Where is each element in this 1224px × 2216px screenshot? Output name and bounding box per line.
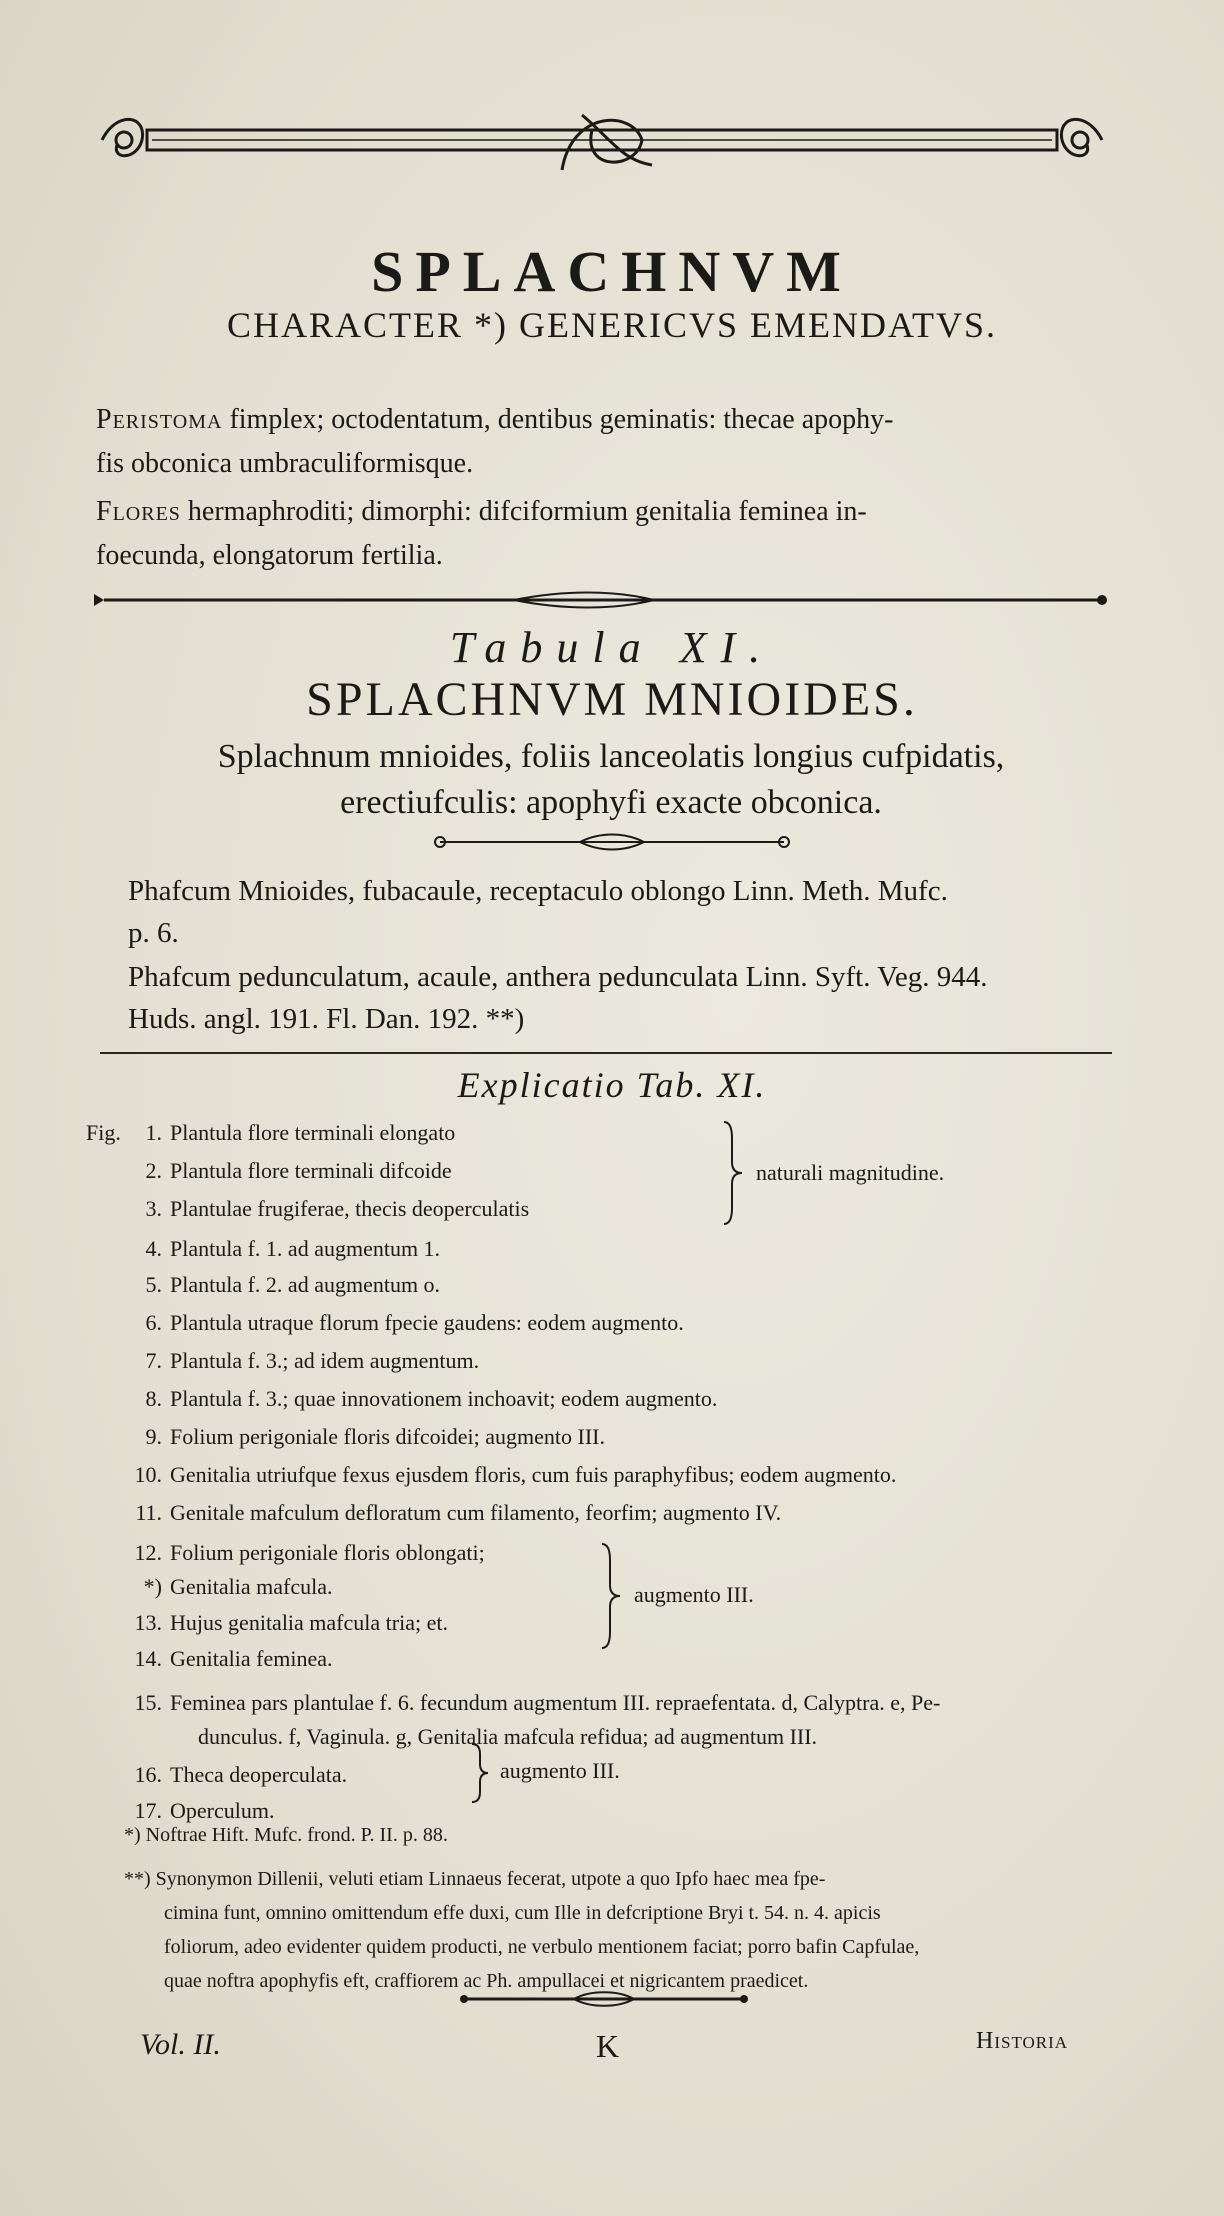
- synonym-line: Phafcum Mnioides, fubacaule, receptaculo oblongo Linn. Meth. Mufc.: [128, 875, 948, 907]
- figure-text: Plantula f. 1. ad augmentum 1.: [170, 1236, 441, 1261]
- figure-number: 11.: [135, 1500, 162, 1525]
- peristoma-lead: Peristoma: [96, 404, 223, 435]
- tabula-title: Tabula XI.: [449, 623, 775, 672]
- figure-number: 17.: [134, 1798, 162, 1823]
- footnote-line: **) Synonymon Dillenii, veluti etiam Linnaeus fecerat, utpote a quo Ipfo haec mea fpe-: [124, 1868, 826, 1890]
- footnote-line: quae noftra apophyfis eft, craffiorem ac Ph. ampullacei et nigricantem praedicet.: [164, 1970, 809, 1992]
- figure-number: 7.: [145, 1348, 162, 1373]
- figure-number: 14.: [134, 1646, 162, 1671]
- figure-number: 2.: [145, 1158, 162, 1183]
- footnote-2: [124, 1862, 919, 1998]
- species-description: [96, 734, 1126, 826]
- figure-number: 15.: [134, 1690, 162, 1715]
- figure-number: 13.: [134, 1610, 162, 1635]
- synonym-mnioides: [128, 870, 1118, 954]
- figure-number: 6.: [145, 1310, 162, 1335]
- figure-text: Plantula f. 3.; ad idem augmentum.: [170, 1348, 480, 1373]
- figure-text: Genitale mafculum defloratum cum filamento, feorfim; augmento IV.: [170, 1500, 782, 1525]
- figure-number: 16.: [134, 1762, 162, 1787]
- figure-text: Genitalia mafcula.: [170, 1574, 333, 1599]
- peristoma-cont: fis obconica umbraculiformisque.: [96, 448, 474, 479]
- figure-text: Theca deoperculata.: [170, 1762, 348, 1787]
- flores-cont: foecunda, elongatorum fertilia.: [96, 540, 443, 571]
- figure-number: 12.: [134, 1540, 162, 1565]
- genus-title: SPLACHNVM: [371, 239, 853, 304]
- figure-text: Plantula f. 3.; quae innovationem inchoavit; eodem augmento.: [170, 1386, 718, 1411]
- figure-number: 10.: [134, 1462, 162, 1487]
- character-flores: [96, 490, 1106, 578]
- divider-line: [100, 1052, 1112, 1054]
- figure-number: *): [143, 1574, 162, 1599]
- figure-number: 3.: [145, 1196, 162, 1221]
- figure-text: Hujus genitalia mafcula tria; et.: [170, 1610, 448, 1635]
- footnote-line: cimina funt, omnino omittendum effe duxi, cum Ille in defcriptione Bryi t. 54. n. 4. apicis: [164, 1902, 881, 1924]
- explicatio-title: Explicatio Tab. XI.: [457, 1065, 767, 1105]
- species-title: SPLACHNVM MNIOIDES.: [306, 673, 918, 726]
- synonym-line: Phafcum pedunculatum, acaule, anthera pedunculata Linn. Syft. Veg. 944.: [128, 961, 988, 993]
- brace-label-augmento: augmento III.: [634, 1582, 754, 1607]
- figure-text: Folium perigoniale floris difcoidei; augmento III.: [170, 1424, 606, 1449]
- separator-rule: [94, 586, 1112, 614]
- bottom-ornament: [456, 1988, 752, 2010]
- catchword-text: Historia: [976, 2028, 1069, 2054]
- figure-text: Genitalia utriufque fexus ejusdem floris, cum fuis paraphyfibus; eodem augmento.: [170, 1462, 897, 1487]
- small-ornament: [430, 830, 794, 854]
- synonym-line: p. 6.: [128, 917, 179, 949]
- figure-text: dunculus. f, Vaginula. g, Genitalia mafcula refidua; ad augmentum III.: [198, 1724, 818, 1749]
- figure-text: Operculum.: [170, 1798, 275, 1823]
- figure-text: Plantulae frugiferae, thecis deoperculatis: [170, 1196, 530, 1221]
- flores-lead: Flores: [96, 496, 181, 527]
- figure-text: Plantula f. 2. ad augmentum o.: [170, 1272, 441, 1297]
- figure-number: 1.: [145, 1120, 162, 1145]
- figure-text: Genitalia feminea.: [170, 1646, 333, 1671]
- header-ornament: [92, 100, 1112, 180]
- fig-label: Fig.: [86, 1120, 121, 1145]
- figure-text: Folium perigoniale floris oblongati;: [170, 1540, 485, 1565]
- character-peristoma: [96, 398, 1106, 486]
- signature-mark: K: [596, 2028, 620, 2064]
- figure-number: 5.: [145, 1272, 162, 1297]
- volume-label: Vol. II.: [140, 2028, 221, 2061]
- species-desc-line2: erectiufculis: apophyfi exacte obconica.: [340, 784, 882, 821]
- figure-text: Plantula flore terminali elongato: [170, 1120, 456, 1145]
- brace-label-natural: naturali magnitudine.: [756, 1160, 945, 1185]
- footnote-line: foliorum, adeo evidenter quidem producti, ne verbulo mentionem faciat; porro bafin Capfulae,: [164, 1936, 920, 1958]
- character-heading: CHARACTER *) GENERICVS EMENDATVS.: [226, 305, 998, 345]
- footnote-1: *) Noftrae Hift. Mufc. frond. P. II. p. 88.: [124, 1824, 448, 1846]
- peristoma-text: fimplex; octodentatum, dentibus geminatis: thecae apophy-: [222, 404, 894, 435]
- brace-1: [718, 1118, 748, 1228]
- brace-label-augmento-2: augmento III.: [500, 1758, 620, 1783]
- synonym-pedunculatum: [128, 956, 1118, 1040]
- figure-number: 4.: [145, 1236, 162, 1261]
- synonym-line: Huds. angl. 191. Fl. Dan. 192. **): [128, 1003, 525, 1035]
- brace-3: [468, 1742, 494, 1804]
- species-desc-line1: Splachnum mnioides, foliis lanceolatis longius cufpidatis,: [217, 738, 1005, 775]
- figure-number: 9.: [145, 1424, 162, 1449]
- figure-text: Feminea pars plantulae f. 6. fecundum augmentum III. repraefentata. d, Calyptra. e, Pe-: [170, 1690, 941, 1715]
- brace-2: [596, 1540, 626, 1652]
- figure-text: Plantula flore terminali difcoide: [170, 1158, 452, 1183]
- figure-number: 8.: [145, 1386, 162, 1411]
- figure-text: Plantula utraque florum fpecie gaudens: eodem augmento.: [170, 1310, 684, 1335]
- flores-text: hermaphroditi; dimorphi: difciformium genitalia feminea in-: [180, 496, 867, 527]
- catchword: [976, 2028, 1068, 2055]
